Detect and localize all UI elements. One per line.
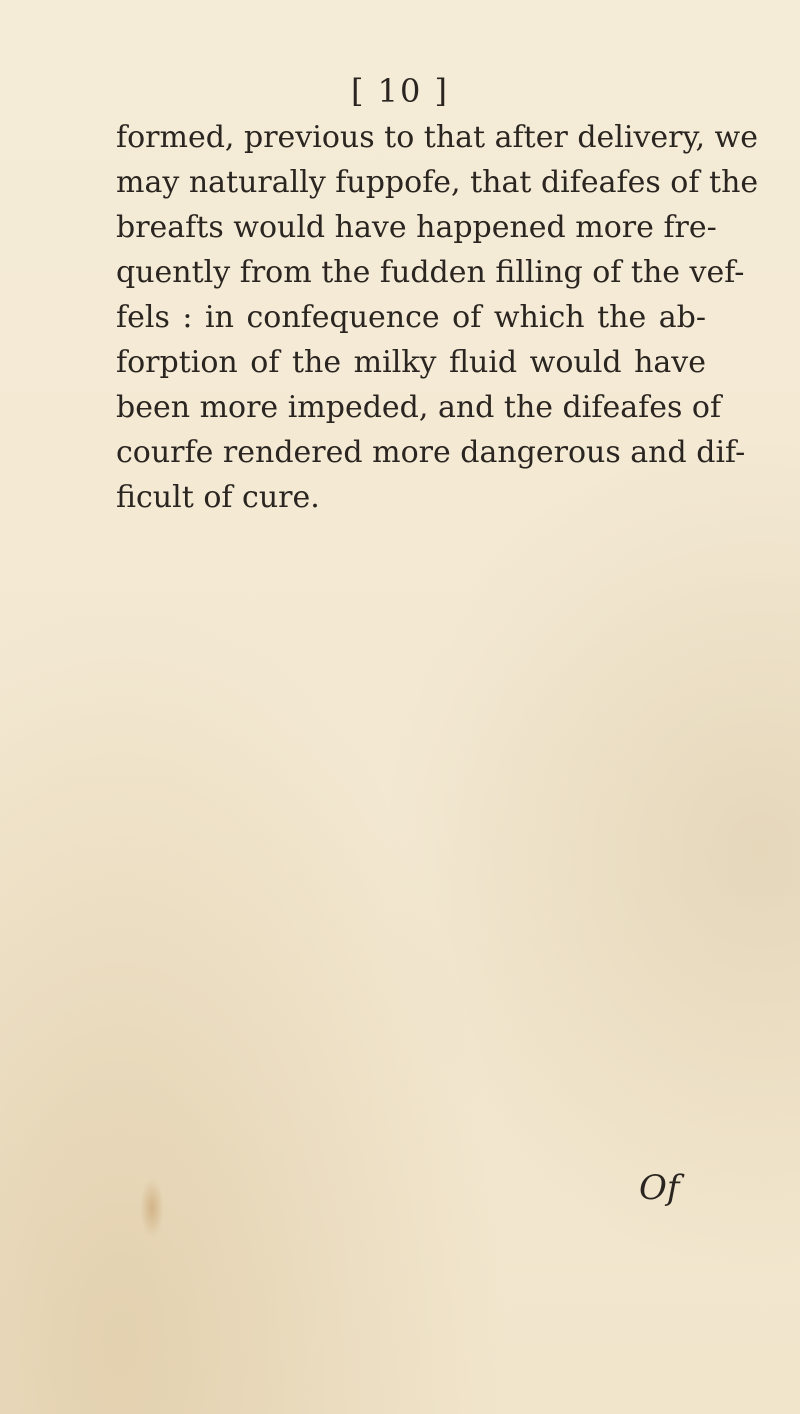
- text-line: breafts would have happened more fre-: [116, 210, 717, 245]
- text-line: been more impeded, and the difeafes of: [116, 390, 722, 425]
- body-paragraph: [116, 115, 759, 520]
- text-line: quently from the fudden filling of the vef-: [116, 255, 745, 290]
- text-line: may naturally fuppofe, that difeafes of the: [116, 165, 759, 200]
- text-line: fels : in confequence of which the ab-: [116, 300, 706, 335]
- text-line: ficult of cure.: [116, 480, 320, 515]
- paper-stain: [140, 1178, 164, 1238]
- text-line: courfe rendered more dangerous and dif-: [116, 435, 746, 470]
- text-line: formed, previous to that after delivery, we: [116, 120, 758, 155]
- page-number: [ 10 ]: [350, 72, 450, 110]
- text-line: forption of the milky fluid would have: [116, 345, 706, 380]
- catchword: Of: [639, 1168, 680, 1208]
